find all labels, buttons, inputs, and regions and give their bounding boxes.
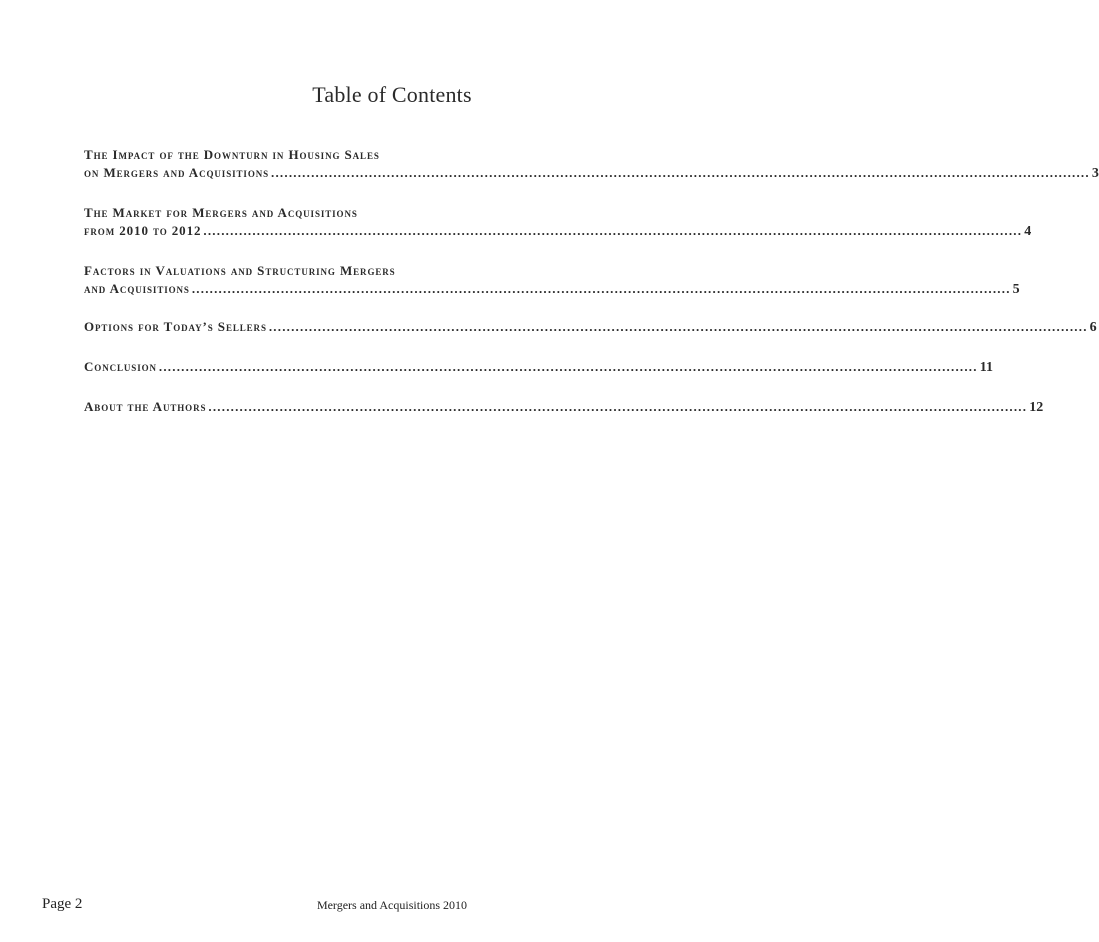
toc-page-number: 12 <box>1029 400 1044 415</box>
toc-page-number: 6 <box>1089 320 1097 335</box>
toc-entry-authors[interactable] <box>84 398 1044 417</box>
dot-leader: ........................................................................................................................................................................................ <box>158 359 978 374</box>
footer-publication-title: Mergers and Acquisitions 2010 <box>316 898 468 912</box>
dot-leader: ........................................................................................................................................................................................ <box>208 399 1028 414</box>
toc-page-number: 11 <box>979 360 993 375</box>
dot-leader: ........................................................................................................................................................................................ <box>268 319 1088 334</box>
toc-entry-housing-impact[interactable] <box>84 146 1099 183</box>
page-title: Table of Contents <box>312 82 472 107</box>
toc-entry-title-line1: The Market for Mergers and Acquisitions <box>84 205 358 220</box>
toc-entry-title-line1: Factors in Valuations and Structuring Mergers <box>84 263 396 278</box>
toc-entry-market[interactable] <box>84 204 1032 241</box>
toc-page-number: 5 <box>1012 282 1020 297</box>
toc-entry-title: Conclusion <box>84 359 157 374</box>
dot-leader: ........................................................................................................................................................................................ <box>191 281 1011 296</box>
toc-page-number: 4 <box>1024 224 1032 239</box>
toc-entry-conclusion[interactable] <box>84 358 993 377</box>
toc-entry-title-line2: on Mergers and Acquisitions <box>84 165 270 180</box>
toc-entry-options[interactable] <box>84 318 1097 337</box>
toc-entry-title-line2: from 2010 to 2012 <box>84 223 202 238</box>
toc-entry-title: Options for Today’s Sellers <box>84 319 267 334</box>
toc-page-number: 3 <box>1091 166 1099 181</box>
dot-leader: ........................................................................................................................................................................................ <box>203 223 1023 238</box>
toc-entry-title-line2: and Acquisitions <box>84 281 190 296</box>
toc-entry-title-line1: The Impact of the Downturn in Housing Sales <box>84 147 380 162</box>
dot-leader: ........................................................................................................................................................................................ <box>271 165 1090 180</box>
footer-page-label: Page 2 <box>42 896 83 912</box>
toc-entry-title: About the Authors <box>84 399 207 414</box>
toc-entry-valuations[interactable] <box>84 262 1020 299</box>
